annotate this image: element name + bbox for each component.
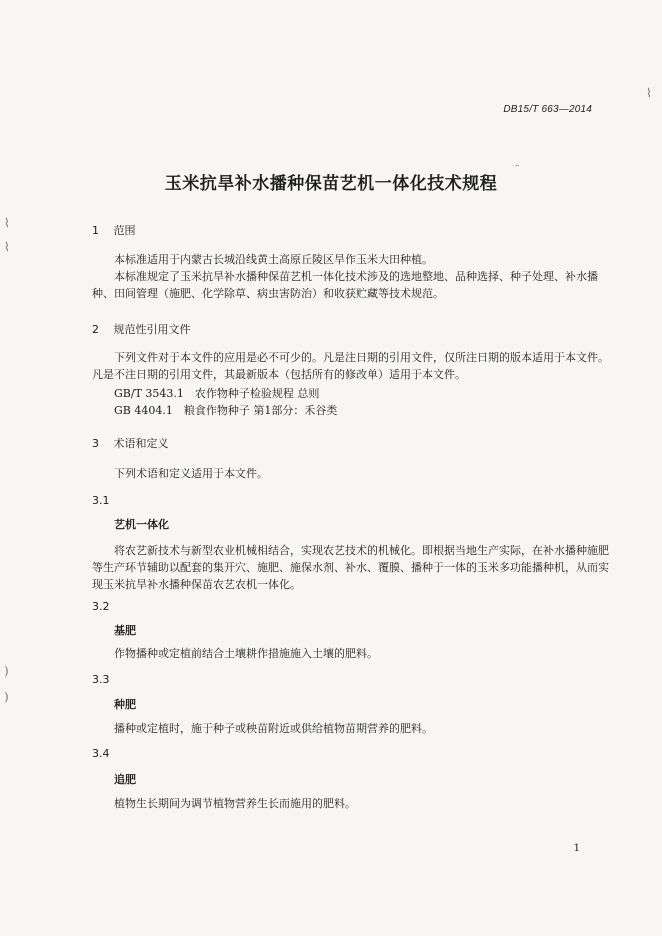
section-title: 术语和定义 [113,437,169,450]
term-title: 艺机一体化 [114,518,169,531]
section-title: 范围 [113,224,136,237]
section-number: 2 [92,323,99,336]
section-number: 1 [92,224,99,237]
term-definition: 作物播种或定植前结合土壤耕作措施施入土壤的肥料。 [114,647,378,660]
term-number: 3.4 [92,747,110,760]
paragraph: 下列文件对于本文件的应用是必不可少的。凡是注日期的引用文件，仅所注日期的版本适用于本文件。凡是不注日期的引用文件，其最新版本（包括所有的修改单）适用于本文件。 [92,351,609,381]
section-title: 规范性引用文件 [113,323,191,336]
scan-dot: ¨ [515,165,520,175]
page-number: 1 [573,843,580,854]
paragraph: 下列术语和定义适用于本文件。 [114,467,268,480]
reference-item: GB/T 3543.1 农作物种子检验规程 总则 [114,387,320,400]
term-definition: 播种或定植时，施于种子或秧苗附近或供给植物苗期营养的肥料。 [114,722,433,735]
term-number: 3.1 [92,494,110,507]
term-title: 种肥 [114,698,136,711]
scan-mark: ⌇ [4,240,10,254]
term-title: 基肥 [114,624,136,637]
paragraph: 本标准规定了玉米抗旱补水播种保苗艺机一体化技术涉及的选地整地、品种选择、种子处理、补水播种、田间管理（施肥、化学除草、病虫害防治）和收获贮藏等技术规范。 [92,270,598,300]
scan-mark: ) [4,664,9,678]
section-heading-3 [92,435,169,451]
section-heading-2 [92,321,191,337]
standard-code: DB15/T 663—2014 [503,104,592,115]
term-number: 3.3 [92,673,110,686]
paragraph: 本标准适用于内蒙古长城沿线黄土高原丘陵区旱作玉米大田种植。 [114,253,433,266]
term-definition: 将农艺新技术与新型农业机械相结合，实现农艺技术的机械化。即根据当地生产实际，在补水播种施肥等生产环节辅助以配套的集开穴、施肥、施保水剂、补水、覆膜、播种于一体的玉米多功能播种机，从而实现玉米抗旱补水播种保苗农艺农机一体化。 [92,544,609,591]
scan-mark: ) [4,690,9,704]
document-title: 玉米抗旱补水播种保苗艺机一体化技术规程 [164,174,498,194]
section-heading-1 [92,222,136,238]
section-number: 3 [92,437,99,450]
term-definition: 植物生长期间为调节植物营养生长而施用的肥料。 [114,797,356,810]
scan-mark: ⌇ [646,86,652,100]
reference-item: GB 4404.1 粮食作物种子 第1部分：禾谷类 [114,404,338,417]
term-number: 3.2 [92,600,110,613]
term-title: 追肥 [114,773,136,786]
scan-mark: ⌇ [4,216,10,230]
